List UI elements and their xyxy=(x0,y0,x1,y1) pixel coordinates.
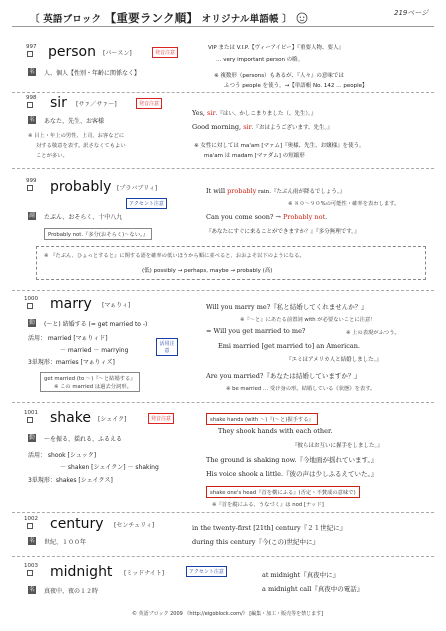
example: The ground is shaking now.『今地面が揺れています。』 xyxy=(206,456,378,464)
note: ※『〜と』にあたる前置詞 with が必要ないことに注意！ xyxy=(240,317,376,323)
meaning: 人、個人【性別・年齢に関係なく】 xyxy=(44,70,141,77)
example: Are you married?『あなたは結婚していますか？』 xyxy=(206,372,361,380)
phrase-box-line: get married (to 〜)『〜と結婚する』 xyxy=(44,376,136,382)
entry-number: 999 xyxy=(26,178,37,184)
example: in the twenty-first [21th] century『２１世紀に』 xyxy=(192,524,347,532)
example-highlight: Probably not xyxy=(282,213,326,221)
third-person: 3単現形：marries [マぁりィズ] xyxy=(28,359,115,366)
third-person: 3単現形：shakes [シェイクス] xyxy=(28,477,113,484)
copyright: © 英語ブロック 2009 《http://eigoblock.com/》 [編集・加工・販売等を禁じます] xyxy=(132,611,324,617)
example: during this century『今(この)世紀中に』 xyxy=(192,538,320,546)
entry-number: 998 xyxy=(26,95,37,101)
example-translation: rain.『たぶん雨が降るでしょう。』 xyxy=(256,189,346,195)
note: ※ 複数形（persons）もあるが、『人々』の意味では xyxy=(214,73,344,79)
phrase-box: shake hands (with 〜)『(〜と)握手する』 xyxy=(206,413,318,425)
entry-number: 1002 xyxy=(24,516,38,522)
divider xyxy=(12,556,434,557)
example xyxy=(192,109,316,117)
badge-accent: アクセント注意 xyxy=(186,566,227,577)
checkbox[interactable] xyxy=(27,417,33,423)
example xyxy=(192,123,333,131)
checkbox[interactable] xyxy=(27,570,33,576)
part-of-speech: 動 xyxy=(29,435,35,441)
example: His voice shook a little.『彼の声は少しふるえていた。』 xyxy=(206,470,378,478)
checkbox[interactable] xyxy=(27,185,33,191)
note: ※ be married … 受け身の形。結婚している《状態》を表す。 xyxy=(226,386,376,392)
headword: sir xyxy=(50,95,67,111)
example: They shook hands with each other. xyxy=(218,427,333,435)
meaning: 世紀、１００年 xyxy=(44,539,87,546)
example xyxy=(206,187,345,195)
pronunciation: [プラバブリィ] xyxy=(117,185,158,192)
conjugation: － shaken [シェイクン] － shaking xyxy=(60,464,159,471)
divider xyxy=(12,402,434,403)
headword: century xyxy=(50,516,104,532)
headword: midnight xyxy=(50,564,113,580)
note: ふつう people を使う。→【単語帳 No. 142 … people】 xyxy=(224,83,368,89)
part-of-speech: 副 xyxy=(29,213,35,219)
entry-number: 997 xyxy=(26,44,37,50)
note: ※『首を縦にふる、うなづく』は nod [ナッド] xyxy=(212,502,324,508)
headword: person xyxy=(48,44,96,60)
example xyxy=(206,213,327,221)
example-highlight: sir xyxy=(207,109,216,117)
note: 対する敬意を表す。訳さなくてもよい xyxy=(36,143,126,149)
divider xyxy=(12,92,434,93)
pronunciation: [ミッドナイト] xyxy=(124,570,165,577)
example: at midnight『真夜中に』 xyxy=(262,571,340,579)
phrase-box-note: ※ この married は過去分詞形。 xyxy=(54,384,132,390)
title-rank: 【重要ランク順】 xyxy=(104,11,199,25)
note: ma'am は madam [マァダム] の短縮形 xyxy=(204,153,305,159)
part-of-speech: 名 xyxy=(29,117,35,123)
part-of-speech: 動 xyxy=(29,320,35,326)
example-translation: 『彼らはお互いに握手をしました。』 xyxy=(292,443,383,449)
page-title xyxy=(30,10,292,26)
conjugation: 活用： married [マぁりィド] xyxy=(28,335,108,342)
part-of-speech: 名 xyxy=(29,69,35,75)
example-text: . xyxy=(325,213,328,221)
example: … very important person の略。 xyxy=(216,57,304,63)
badge-pronunciation: 発音注意 xyxy=(152,47,178,58)
page-number: 219ページ xyxy=(394,9,429,17)
entry-number: 1000 xyxy=(24,296,38,302)
probability-order xyxy=(142,266,272,274)
title-open: 〔 英語ブロック xyxy=(30,14,102,25)
headword: marry xyxy=(50,296,92,312)
conjugation: － married － marrying xyxy=(60,347,129,354)
checkbox[interactable] xyxy=(27,102,33,108)
example: a midnight call『真夜中の電話』 xyxy=(262,585,364,593)
conjugation: 活用： shook [シュック] xyxy=(28,452,97,459)
entry-number: 1003 xyxy=(24,563,38,569)
divider xyxy=(12,512,434,513)
pronunciation: [シェイク] xyxy=(98,416,127,423)
pronunciation: [マぁりィ] xyxy=(102,302,131,309)
title-tail: オリジナル単語帳 〕 xyxy=(201,14,292,25)
tip-text: ※ 『たぶん、ひょっとすると』に関する語を確率の低いほうから順に並べると、おおよそ以下のようになる。 xyxy=(44,253,305,259)
divider xyxy=(12,290,434,291)
example: Emi married [get married to] an American. xyxy=(218,342,361,350)
checkbox[interactable] xyxy=(27,303,33,309)
pronunciation: [パ〜スン] xyxy=(103,50,132,57)
badge-accent: アクセント注意 xyxy=(126,198,167,209)
meaning: あなた、先生、お客様 xyxy=(44,118,105,125)
example-highlight: probably xyxy=(227,187,257,195)
headword: probably xyxy=(50,179,112,195)
header-rule xyxy=(12,26,434,27)
example-text: It will xyxy=(206,187,228,195)
badge-conjugation: 活用注意 xyxy=(156,338,178,356)
phrase-box: Probably not.『多分(おそらく)〜ない。』 xyxy=(44,228,152,240)
example-translation: .『おはようございます、先生。』 xyxy=(251,125,333,131)
order-text: (低) possibly → perhaps, maybe → probably (高) xyxy=(142,268,273,274)
checkbox[interactable] xyxy=(27,51,33,57)
entry-number: 1001 xyxy=(24,410,38,416)
part-of-speech: 名 xyxy=(29,538,35,544)
badge-pronunciation: 発音注意 xyxy=(136,98,162,109)
example: = Will you get married to me? xyxy=(206,327,306,335)
example-text: Can you come soon? → xyxy=(206,213,283,221)
note: ことが多い。 xyxy=(36,153,68,159)
phrase-box: shake one's head『首を横にふる』(否定・不賛成の意味で) xyxy=(206,486,360,498)
headword: shake xyxy=(50,410,91,426)
meaning: 真夜中、夜の１２時 xyxy=(44,588,99,595)
checkbox[interactable] xyxy=(27,523,33,529)
badge-pronunciation: 発音注意 xyxy=(148,413,174,424)
example-translation: 『エミはアメリカ人と結婚しました。』 xyxy=(286,357,382,363)
meaning: たぶん、おそらく、十中八九 xyxy=(44,214,123,221)
divider xyxy=(12,168,434,169)
note: ※ 上の表現がふつう。 xyxy=(346,330,400,336)
example-highlight: sir xyxy=(243,123,252,131)
pronunciation: [サァ／サァ〜] xyxy=(76,101,117,108)
note: ※ 女性に対しては ma'am [マァム]『奥様、先生、お嬢様』を使う。 xyxy=(194,143,365,149)
note: ※ ８０〜９０%の可能性・確率を表わします。 xyxy=(288,201,400,207)
pronunciation: [センチュリィ] xyxy=(114,522,155,529)
example: VIP または V.I.P.【ヴィーアイピー】『重要人物、要人』 xyxy=(208,45,345,51)
meaning: (〜と) 結婚する (= get married to -) xyxy=(44,321,148,328)
part-of-speech: 名 xyxy=(29,587,35,593)
example: Will you marry me?『私と結婚してくれませんか？』 xyxy=(206,303,368,311)
note: ※ 目上・年上の男性、上司、お客などに xyxy=(28,133,125,139)
phrase-box xyxy=(40,372,140,392)
example-text: Yes, xyxy=(192,109,208,117)
meaning: 〜を振る、揺れる、ふるえる xyxy=(44,436,123,443)
example-translation: 『あなたにすぐに来ることができますか？』『多分無理です。』 xyxy=(206,229,360,235)
example-text: Good morning, xyxy=(192,123,244,131)
example-translation: .『はい、かしこまりました（、先生）。』 xyxy=(215,111,317,117)
